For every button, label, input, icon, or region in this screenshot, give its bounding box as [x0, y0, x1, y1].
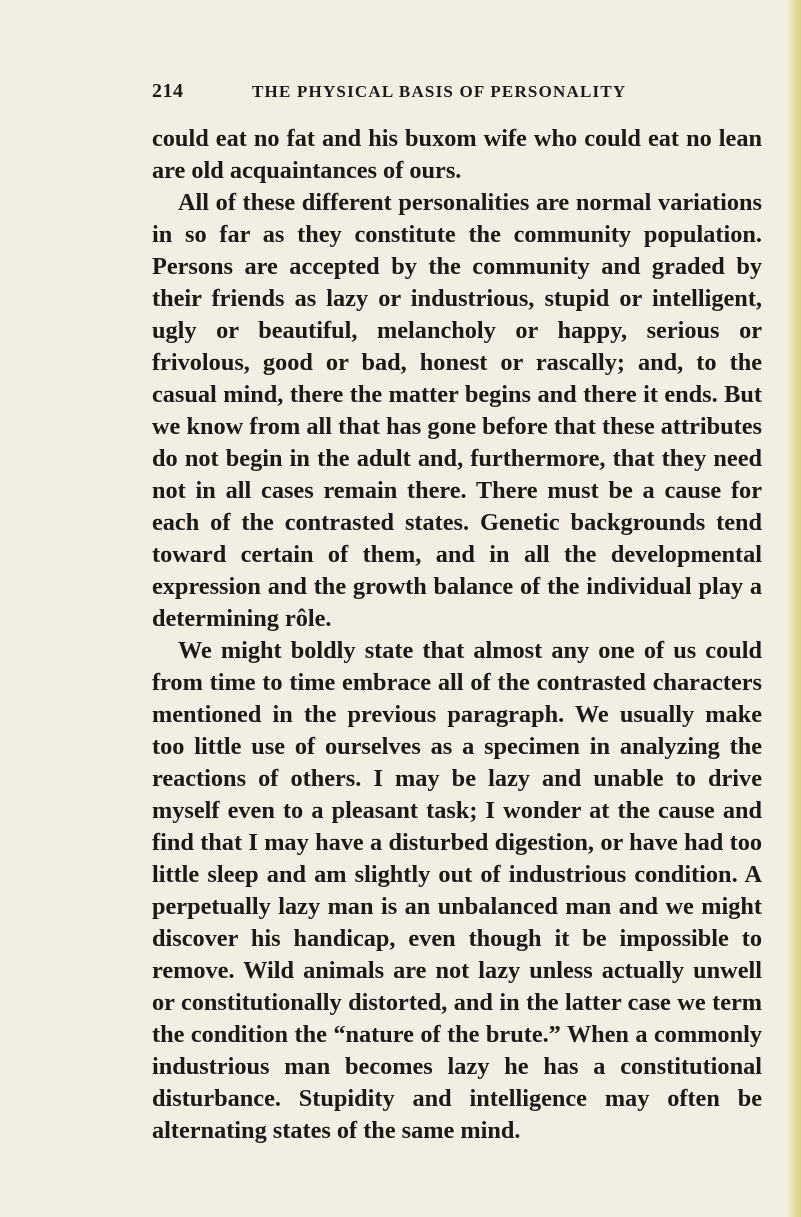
running-title: THE PHYSICAL BASIS OF PERSONALITY: [252, 82, 627, 101]
paragraph-continued: could eat no fat and his buxom wife who could eat no lean are old acquaintances of ours.: [152, 125, 762, 184]
body-text: [152, 123, 762, 1147]
page-edge-shading: [787, 0, 801, 1217]
page-number: 214: [152, 80, 184, 102]
book-page: [152, 80, 762, 1147]
paragraph-personalities: All of these different personalities are normal variations in so far as they constitute the community population. Persons are accepted by the community and graded by their friends as lazy or industrious, stupid or intelligent, ugly or beautiful, melancholy or happy, serious or frivolous, good or bad, honest or rascally; and, to the casual mind, there the matter begins and there it ends. But we know from all that has gone before that these attributes do not begin in the adult and, furthermore, that they need not in all cases remain there. There must be a cause for each of the contrasted states. Genetic backgrounds tend toward certain of them, and in all the developmental expression and the growth balance of the individual play a determining rôle.: [152, 189, 762, 632]
paragraph-contrasted-characters: We might boldly state that almost any one of us could from time to time embrace all of the contrasted characters mentioned in the previous paragraph. We usually make too little use of ourselves as a specimen in analyzing the reactions of others. I may be lazy and unable to drive myself even to a pleasant task; I wonder at the cause and find that I may have a disturbed digestion, or have had too little sleep and am slightly out of industrious condition. A perpetually lazy man is an unbalanced man and we might discover his handicap, even though it be impossible to remove. Wild animals are not lazy unless actually unwell or constitutionally distorted, and in the latter case we term the condition the “nature of the brute.” When a commonly industrious man becomes lazy he has a constitutional disturbance. Stupidity and intelligence may often be alternating states of the same mind.: [152, 637, 762, 1144]
running-head: [152, 80, 762, 120]
